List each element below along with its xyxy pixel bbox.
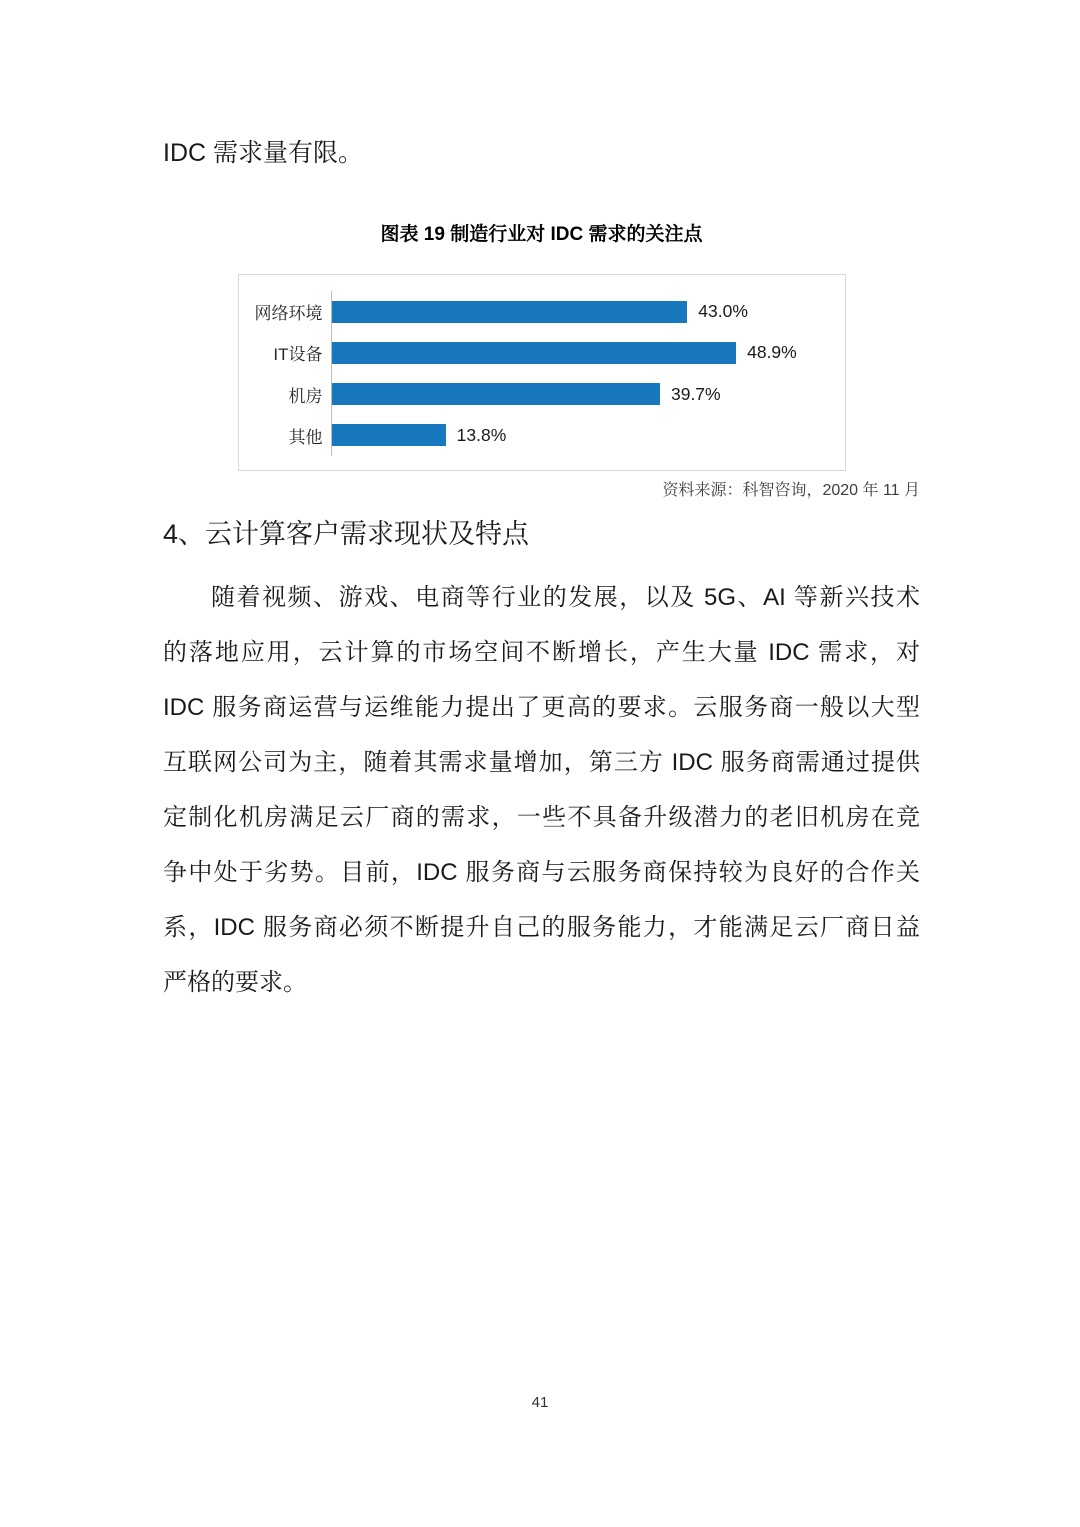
value-label: 48.9%: [747, 342, 797, 363]
chart-row: [239, 374, 845, 415]
bar-chart: [238, 274, 846, 471]
paragraph-line: 系，IDC 服务商必须不断提升自己的服务能力，才能满足云厂商日益: [163, 914, 920, 941]
paragraph-line: 的落地应用，云计算的市场空间不断增长，产生大量 IDC 需求，对: [163, 639, 920, 666]
plot-area: [331, 374, 845, 415]
body-paragraph: [163, 570, 920, 1010]
value-label: 13.8%: [456, 424, 507, 445]
page-number: 41: [531, 1394, 549, 1411]
bar-it-equipment: [332, 342, 737, 364]
value-label: 43.0%: [698, 301, 748, 322]
chart-plot: [239, 291, 845, 456]
chart-row: [239, 415, 845, 456]
category-label: 机房: [288, 386, 323, 406]
plot-area: [331, 291, 845, 332]
bar-other: [332, 424, 446, 446]
category-label: 网络环境: [254, 304, 323, 324]
category-label: 其他: [288, 427, 323, 447]
figure-title: 图表 19 制造行业对 IDC 需求的关注点: [380, 224, 703, 245]
source-note: 资料来源：科智咨询，2020 年 11 月: [662, 482, 920, 499]
plot-area: [331, 332, 845, 373]
lead-text: IDC 需求量有限。: [163, 139, 364, 167]
paragraph-line: 严格的要求。: [163, 969, 307, 996]
paragraph-line: 互联网公司为主，随着其需求量增加，第三方 IDC 服务商需通过提供: [163, 749, 920, 776]
value-label: 39.7%: [670, 383, 721, 404]
paragraph-line: 随着视频、游戏、电商等行业的发展，以及 5G、AI 等新兴技术: [211, 584, 920, 611]
bar-machine-room: [332, 383, 660, 405]
bar-networking: [332, 301, 688, 323]
chart-row: [239, 291, 845, 332]
section-heading: 4、云计算客户需求现状及特点: [163, 519, 530, 549]
plot-area: [331, 415, 845, 456]
category-label: IT设备: [273, 345, 323, 365]
paragraph-line: 争中处于劣势。目前，IDC 服务商与云服务商保持较为良好的合作关: [163, 859, 920, 886]
paragraph-line: IDC 服务商运营与运维能力提出了更高的要求。云服务商一般以大型: [163, 694, 920, 721]
paragraph-line: 定制化机房满足云厂商的需求，一些不具备升级潜力的老旧机房在竞: [163, 804, 920, 831]
chart-row: [239, 332, 845, 373]
